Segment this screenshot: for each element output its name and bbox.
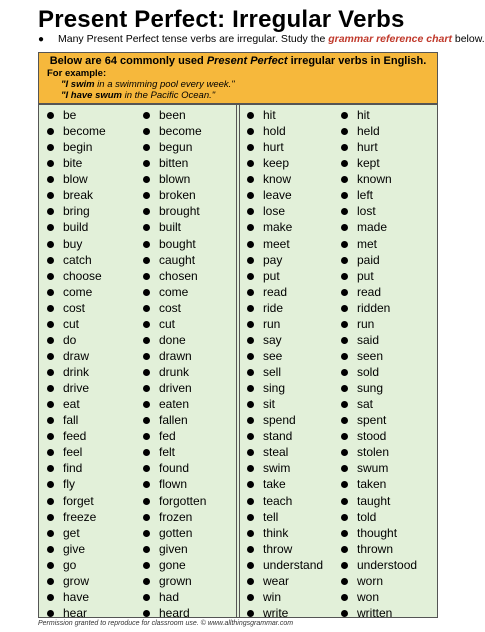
bullet-dot-icon <box>143 112 150 119</box>
verb-word: left <box>357 188 374 203</box>
bullet-dot-icon <box>247 192 254 199</box>
verb-word: blow <box>63 172 88 187</box>
verb-word: make <box>263 220 293 235</box>
verb-word: fall <box>63 413 79 428</box>
verb-word: bring <box>63 204 90 219</box>
verb-word: run <box>357 316 375 331</box>
bullet-dot-icon <box>247 289 254 296</box>
verb-word: get <box>63 525 80 540</box>
banner-heading-before: Below are 64 commonly used <box>49 55 207 67</box>
verb-word: driven <box>159 381 192 396</box>
verb-table <box>38 104 438 618</box>
bullet-dot-icon <box>247 208 254 215</box>
bullet-dot-icon <box>47 128 54 135</box>
bullet-dot-icon <box>247 546 254 553</box>
verb-word: go <box>63 557 77 572</box>
bullet-dot-icon <box>143 481 150 488</box>
verb-word: drunk <box>159 365 190 379</box>
bullet-dot-icon <box>143 321 150 328</box>
page-title: Present Perfect: Irregular Verbs <box>38 6 405 33</box>
bullet-dot-icon <box>47 273 54 280</box>
bullet-dot-icon <box>143 353 150 360</box>
verb-word: choose <box>63 268 102 283</box>
verb-word: blown <box>159 172 191 187</box>
verb-word: flown <box>159 477 188 492</box>
verb-word: sell <box>263 365 282 379</box>
verb-word: freeze <box>63 509 97 524</box>
bullet-dot-icon <box>47 514 54 521</box>
intro-line <box>38 33 485 45</box>
bullet-dot-icon <box>247 224 254 231</box>
verb-word: wear <box>263 573 290 588</box>
bullet-dot-icon <box>247 514 254 521</box>
verb-word: hold <box>263 124 286 139</box>
verb-word: meet <box>263 236 290 251</box>
bullet-dot-icon <box>247 449 254 456</box>
bullet-dot-icon <box>143 208 150 215</box>
verb-word: teach <box>263 493 293 508</box>
verb-word: become <box>159 124 202 139</box>
verb-word: see <box>263 348 283 363</box>
verb-word: found <box>159 461 190 476</box>
verb-word: stolen <box>357 445 390 460</box>
verb-word: sold <box>357 365 380 379</box>
verb-word: had <box>159 589 180 604</box>
verb-word: lost <box>357 204 376 219</box>
verb-word: said <box>357 332 380 347</box>
bullet-dot-icon <box>341 192 348 199</box>
bullet-dot-icon <box>341 353 348 360</box>
bullet-dot-icon <box>341 530 348 537</box>
bullet-dot-icon <box>341 289 348 296</box>
bullet-dot-icon <box>47 498 54 505</box>
verb-word: drawn <box>159 348 192 363</box>
verb-word: brought <box>159 204 200 219</box>
bullet-dot-icon <box>247 369 254 376</box>
verb-word: been <box>159 108 186 122</box>
verb-word: sung <box>357 381 384 396</box>
verb-word: have <box>63 589 90 604</box>
verb-word: swim <box>263 461 291 476</box>
verb-word: sit <box>263 397 275 412</box>
verb-word: draw <box>63 348 90 363</box>
bullet-dot-icon <box>143 385 150 392</box>
bullet-dot-icon <box>247 578 254 585</box>
verb-word: eat <box>63 397 80 412</box>
verb-word: read <box>357 284 382 299</box>
bullet-dot-icon <box>341 449 348 456</box>
verb-word: come <box>159 284 189 299</box>
bullet-dot-icon <box>143 546 150 553</box>
bullet-dot-icon <box>47 385 54 392</box>
bullet-dot-icon <box>143 160 150 167</box>
bullet-dot-icon <box>341 594 348 601</box>
bullet-dot-icon <box>341 337 348 344</box>
verb-word: hurt <box>263 140 284 155</box>
verb-word: buy <box>63 236 83 251</box>
bullet-dot-icon <box>247 257 254 264</box>
bullet-dot-icon <box>47 192 54 199</box>
verb-word: stand <box>263 429 293 444</box>
bullet-dot-icon <box>143 465 150 472</box>
bullet-dot-icon <box>341 514 348 521</box>
bullet-dot-icon <box>47 530 54 537</box>
bullet-dot-icon <box>341 401 348 408</box>
bullet-dot-icon <box>247 562 254 569</box>
verb-word: say <box>263 332 282 347</box>
banner-heading-after: irregular verbs in English. <box>287 55 427 67</box>
bullet-dot-icon <box>143 449 150 456</box>
verb-word: paid <box>357 252 380 267</box>
verb-word: grown <box>159 573 192 588</box>
verb-word: built <box>159 220 182 235</box>
bullet-dot-icon <box>247 385 254 392</box>
banner-heading <box>45 55 431 67</box>
bullet-dot-icon <box>47 465 54 472</box>
bullet-dot-icon <box>341 578 348 585</box>
bullet-dot-icon <box>47 449 54 456</box>
verb-word: begin <box>63 140 93 155</box>
verb-word: feed <box>63 429 87 444</box>
bullet-dot-icon <box>247 321 254 328</box>
bullet-dot-icon <box>143 562 150 569</box>
verb-word: hit <box>263 108 276 122</box>
bullet-dot-icon <box>341 546 348 553</box>
verb-word: throw <box>263 541 293 556</box>
bullet-dot-icon <box>47 562 54 569</box>
verb-word: thrown <box>357 541 394 556</box>
verb-word: build <box>63 220 89 235</box>
verb-word: read <box>263 284 288 299</box>
verb-word: worn <box>357 573 384 588</box>
bullet-dot-icon <box>341 128 348 135</box>
bullet-dot-icon <box>47 241 54 248</box>
intro-text-before: Many Present Perfect tense verbs are irregular. Study the <box>58 33 329 45</box>
verb-word: stood <box>357 429 387 444</box>
bullet-dot-icon <box>143 176 150 183</box>
verb-word: cut <box>63 316 80 331</box>
bullet-dot-icon <box>143 192 150 199</box>
verb-word: put <box>357 268 374 283</box>
bullet-dot-icon <box>247 305 254 312</box>
bullet-dot-icon <box>143 241 150 248</box>
verb-word: held <box>357 124 380 139</box>
example-2-bold: "I have swum <box>61 90 122 101</box>
verb-word: drive <box>63 381 90 396</box>
verb-word: swum <box>357 461 389 476</box>
verb-word: hurt <box>357 140 378 155</box>
bullet-dot-icon <box>47 305 54 312</box>
bullet-dot-icon <box>47 610 54 617</box>
verb-word: chosen <box>159 268 198 283</box>
bullet-dot-icon <box>143 401 150 408</box>
bullet-dot-icon <box>47 578 54 585</box>
bullet-dot-icon <box>47 353 54 360</box>
verb-word: known <box>357 172 392 187</box>
bullet-dot-icon <box>341 417 348 424</box>
bullet-dot-icon <box>143 498 150 505</box>
example-1-bold: "I swim <box>61 79 95 90</box>
bullet-dot-icon <box>143 433 150 440</box>
bullet-dot-icon <box>143 610 150 617</box>
verb-word: written <box>357 605 393 620</box>
bullet-dot-icon <box>247 433 254 440</box>
verb-word: ridden <box>357 300 391 315</box>
bullet-dot-icon <box>47 144 54 151</box>
intro-text-after: below. <box>451 33 485 45</box>
bullet-dot-icon <box>247 176 254 183</box>
bullet-dot-icon <box>247 273 254 280</box>
verb-word: forget <box>63 493 94 508</box>
bullet-dot-icon <box>341 160 348 167</box>
verb-word: understood <box>357 557 418 572</box>
verb-word: know <box>263 172 292 187</box>
verb-word: write <box>263 605 289 620</box>
bullet-dot-icon <box>341 208 348 215</box>
verb-word: give <box>63 541 86 556</box>
verb-word: forgotten <box>159 493 207 508</box>
verb-word: tell <box>263 509 279 524</box>
example-2 <box>45 90 431 101</box>
bullet-dot-icon <box>341 433 348 440</box>
verb-word: gotten <box>159 525 193 540</box>
bullet-dot-icon <box>341 562 348 569</box>
verb-word: sing <box>263 381 286 396</box>
bullet-icon: ● <box>38 34 45 45</box>
verb-word: win <box>263 589 282 604</box>
bullet-dot-icon <box>47 594 54 601</box>
bullet-dot-icon <box>341 321 348 328</box>
verb-word: cost <box>159 300 182 315</box>
verb-word: caught <box>159 252 196 267</box>
verb-word: bought <box>159 236 196 251</box>
verb-word: heard <box>159 605 190 620</box>
bullet-dot-icon <box>143 273 150 280</box>
bullet-dot-icon <box>47 546 54 553</box>
bullet-dot-icon <box>247 498 254 505</box>
verb-word: be <box>63 108 77 122</box>
bullet-dot-icon <box>341 144 348 151</box>
bullet-dot-icon <box>341 273 348 280</box>
bullet-dot-icon <box>247 401 254 408</box>
verb-word: gone <box>159 557 186 572</box>
bullet-dot-icon <box>143 337 150 344</box>
verb-word: done <box>159 332 186 347</box>
bullet-dot-icon <box>143 530 150 537</box>
bullet-dot-icon <box>247 594 254 601</box>
verb-word: do <box>63 332 77 347</box>
example-1 <box>45 79 431 90</box>
verb-word: find <box>63 461 83 476</box>
bullet-dot-icon <box>47 208 54 215</box>
verb-word: leave <box>263 188 292 203</box>
verb-word: spent <box>357 413 387 428</box>
bullet-dot-icon <box>247 241 254 248</box>
bullet-dot-icon <box>341 305 348 312</box>
verb-word: fallen <box>159 413 188 428</box>
bullet-dot-icon <box>247 530 254 537</box>
bullet-dot-icon <box>341 176 348 183</box>
verb-word: feel <box>63 445 83 460</box>
verb-word: cost <box>63 300 86 315</box>
bullet-dot-icon <box>247 481 254 488</box>
verb-word: taught <box>357 493 391 508</box>
bullet-dot-icon <box>143 224 150 231</box>
verb-word: won <box>357 589 380 604</box>
verb-word: broken <box>159 188 196 203</box>
verb-word: pay <box>263 252 283 267</box>
verb-word: fly <box>63 477 75 492</box>
bullet-dot-icon <box>247 353 254 360</box>
verb-word: take <box>263 477 286 492</box>
bullet-dot-icon <box>143 128 150 135</box>
bullet-dot-icon <box>47 337 54 344</box>
verb-word: keep <box>263 156 290 171</box>
verb-word: run <box>263 316 281 331</box>
bullet-dot-icon <box>247 144 254 151</box>
bullet-dot-icon <box>47 481 54 488</box>
bullet-dot-icon <box>143 257 150 264</box>
bullet-dot-icon <box>341 369 348 376</box>
bullet-dot-icon <box>47 112 54 119</box>
bullet-dot-icon <box>247 112 254 119</box>
column-divider <box>236 105 240 617</box>
bullet-dot-icon <box>143 514 150 521</box>
verb-word: felt <box>159 445 176 460</box>
verb-word: fed <box>159 429 176 444</box>
verb-word: eaten <box>159 397 190 412</box>
bullet-dot-icon <box>47 160 54 167</box>
bullet-dot-icon <box>341 112 348 119</box>
bullet-dot-icon <box>47 257 54 264</box>
bullet-dot-icon <box>341 498 348 505</box>
verb-word: told <box>357 509 377 524</box>
bullet-dot-icon <box>247 610 254 617</box>
verb-word: kept <box>357 156 380 171</box>
verb-word: seen <box>357 348 384 363</box>
verb-word: given <box>159 541 188 556</box>
verb-word: drink <box>63 365 90 379</box>
example-1-rest: in a swimming pool every week." <box>94 79 235 90</box>
example-2-rest: in the Pacific Ocean." <box>122 90 216 101</box>
bullet-dot-icon <box>341 224 348 231</box>
bullet-dot-icon <box>341 385 348 392</box>
bullet-dot-icon <box>47 369 54 376</box>
bullet-dot-icon <box>143 417 150 424</box>
verb-word: ride <box>263 300 284 315</box>
verb-word: catch <box>63 252 92 267</box>
verb-word: become <box>63 124 106 139</box>
verb-word: cut <box>159 316 176 331</box>
footer-note: Permission granted to reproduce for classroom use. © www.allthingsgrammar.com <box>38 620 294 627</box>
info-banner <box>38 52 438 104</box>
bullet-dot-icon <box>247 417 254 424</box>
banner-heading-em: Present Perfect <box>206 55 288 67</box>
bullet-dot-icon <box>247 128 254 135</box>
bullet-dot-icon <box>143 369 150 376</box>
bullet-dot-icon <box>341 241 348 248</box>
bullet-dot-icon <box>341 610 348 617</box>
verb-word: come <box>63 284 93 299</box>
bullet-dot-icon <box>247 337 254 344</box>
verb-word: break <box>63 188 94 203</box>
bullet-dot-icon <box>247 160 254 167</box>
bullet-dot-icon <box>341 257 348 264</box>
bullet-dot-icon <box>143 289 150 296</box>
verb-word: sat <box>357 397 374 412</box>
verb-word: steal <box>263 445 289 460</box>
bullet-dot-icon <box>143 144 150 151</box>
verb-word: thought <box>357 525 398 540</box>
bullet-dot-icon <box>47 417 54 424</box>
verb-word: made <box>357 220 388 235</box>
bullet-dot-icon <box>47 401 54 408</box>
verb-word: spend <box>263 413 296 428</box>
verb-word: bitten <box>159 156 189 171</box>
bullet-dot-icon <box>47 289 54 296</box>
verb-word: met <box>357 236 378 251</box>
bullet-dot-icon <box>143 305 150 312</box>
verb-word: understand <box>263 557 324 572</box>
reference-chart-link: grammar reference chart <box>328 33 452 45</box>
verb-word: grow <box>63 573 90 588</box>
verb-word: hit <box>357 108 370 122</box>
for-example-label: For example: <box>47 68 107 79</box>
verb-word: put <box>263 268 280 283</box>
verb-word: frozen <box>159 509 193 524</box>
verb-word: think <box>263 525 289 540</box>
verb-word: bite <box>63 156 83 171</box>
bullet-dot-icon <box>47 321 54 328</box>
bullet-dot-icon <box>143 578 150 585</box>
verb-word: begun <box>159 140 193 155</box>
bullet-dot-icon <box>47 433 54 440</box>
bullet-dot-icon <box>143 594 150 601</box>
bullet-dot-icon <box>47 176 54 183</box>
verb-word: lose <box>263 204 286 219</box>
bullet-dot-icon <box>341 481 348 488</box>
verb-word: hear <box>63 605 88 620</box>
verb-word: taken <box>357 477 387 492</box>
bullet-dot-icon <box>247 465 254 472</box>
bullet-dot-icon <box>47 224 54 231</box>
bullet-dot-icon <box>341 465 348 472</box>
